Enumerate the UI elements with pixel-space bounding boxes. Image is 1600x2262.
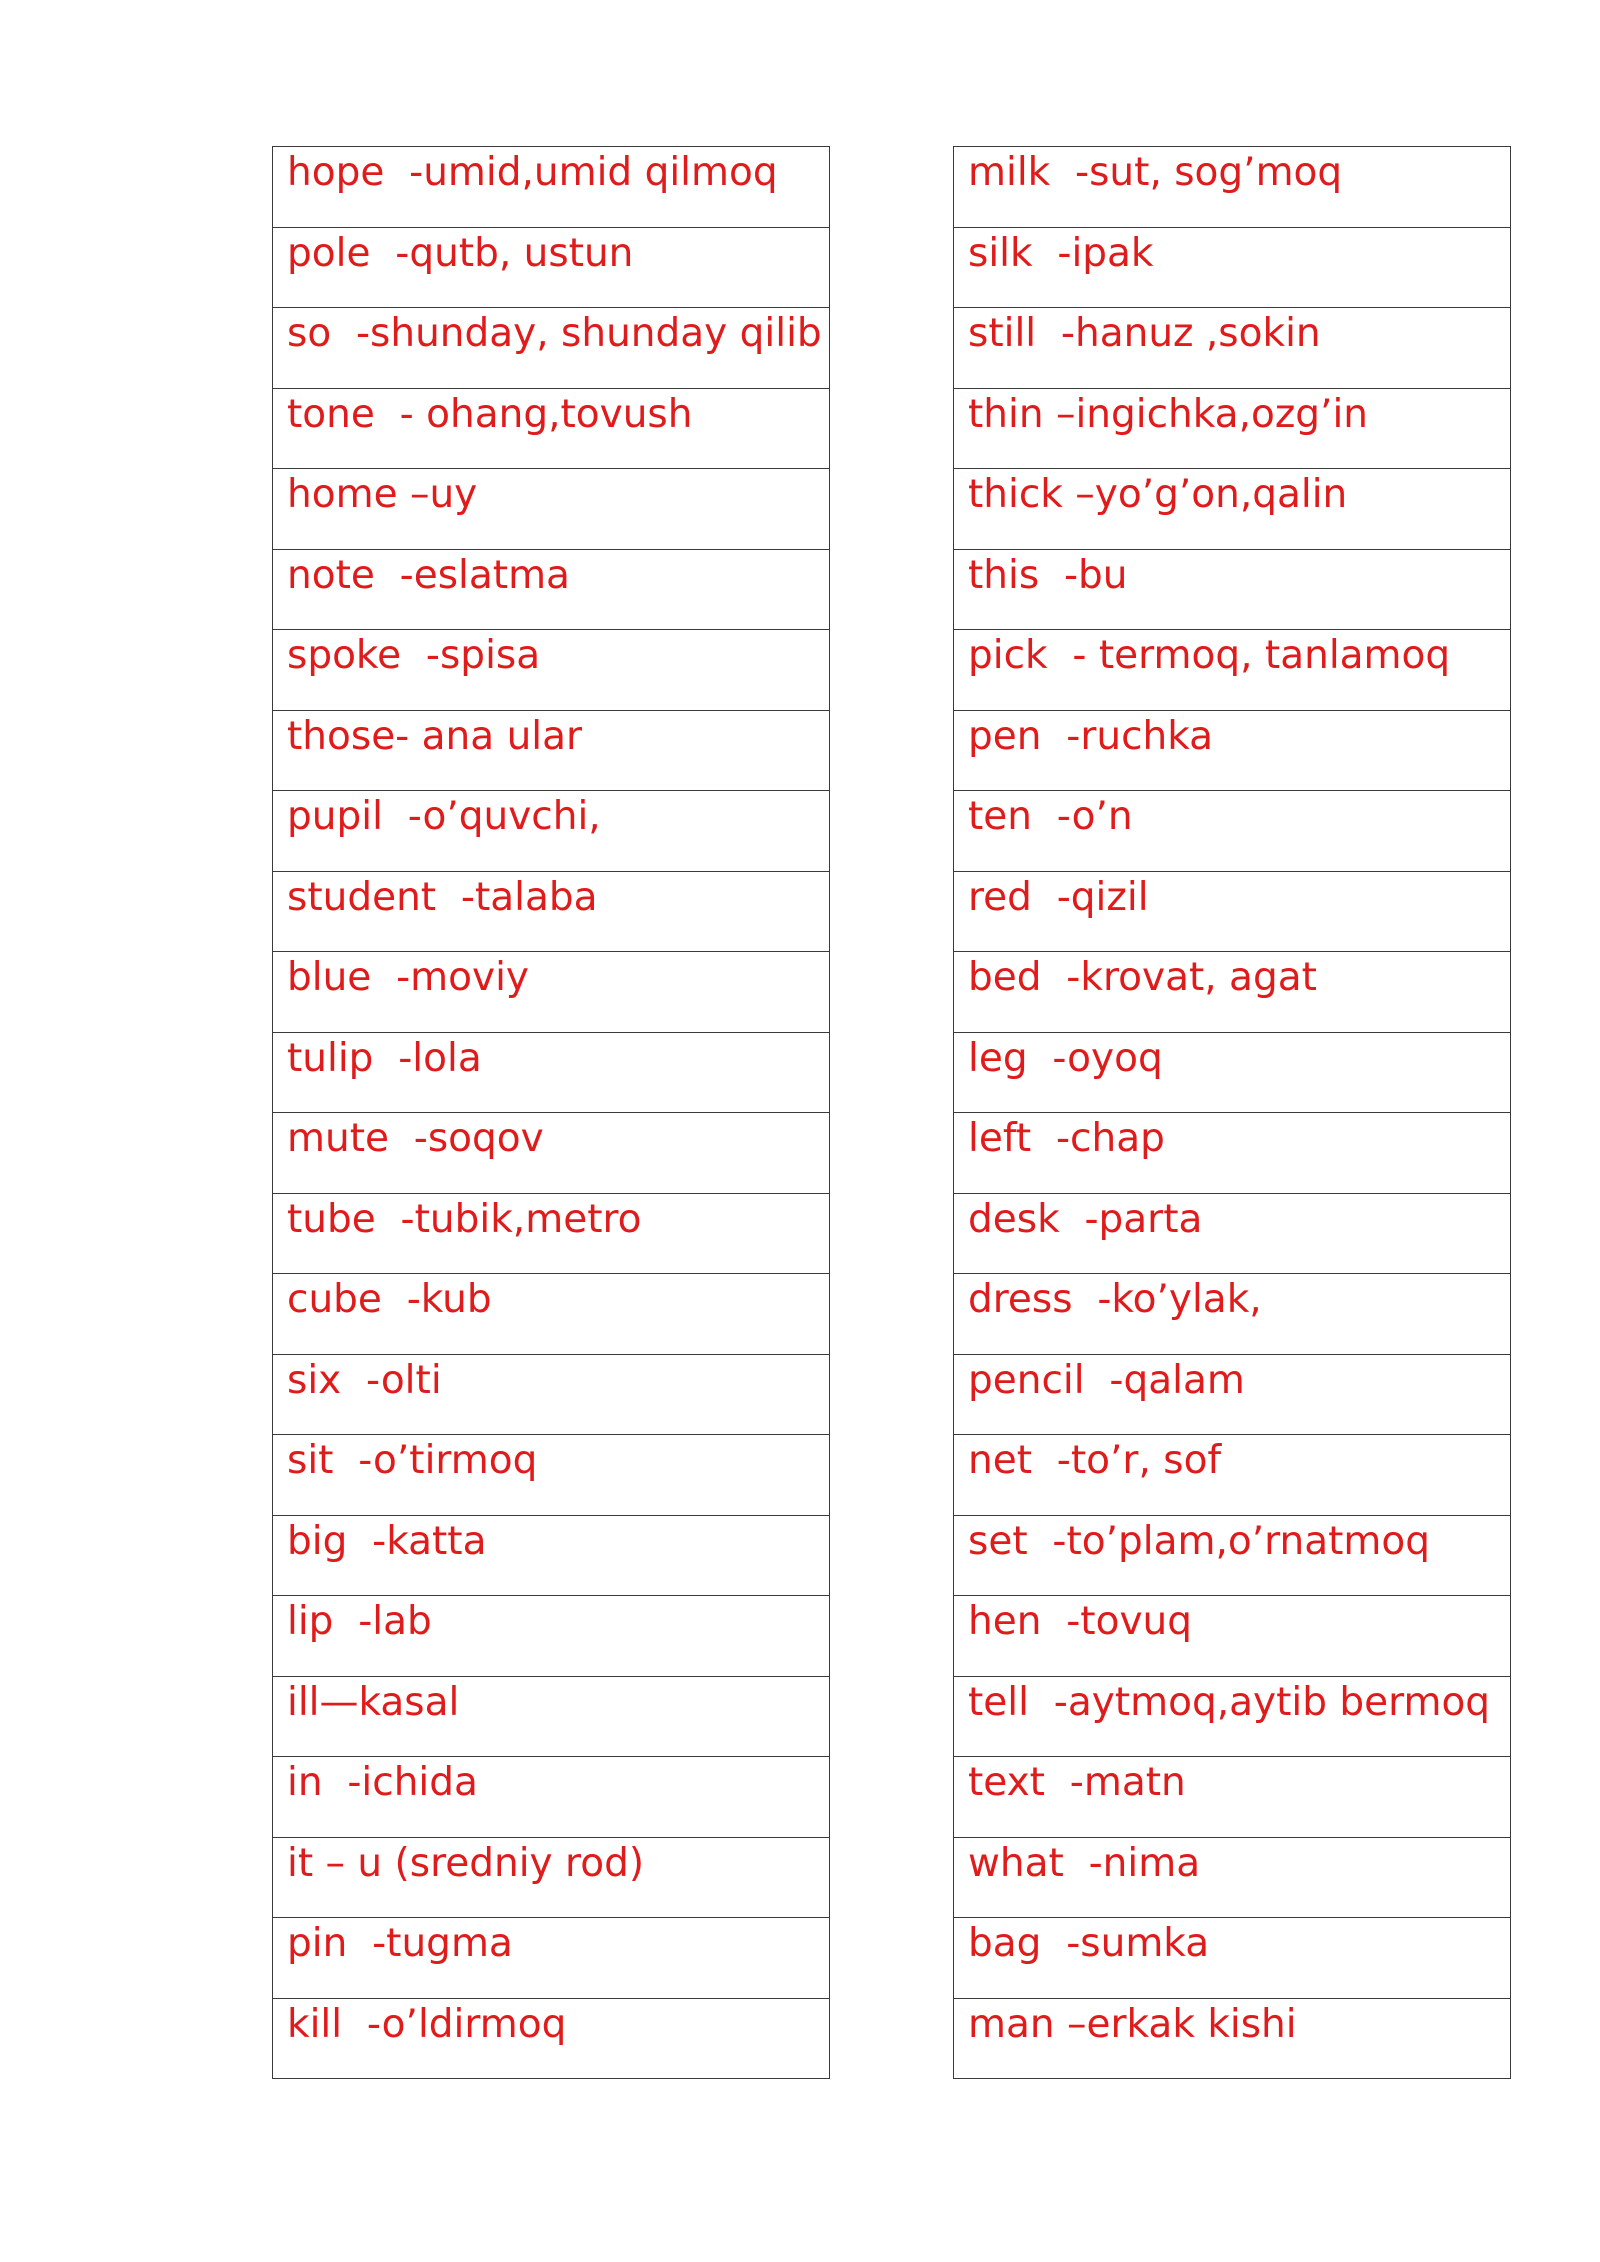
vocab-right-row: [954, 1354, 1511, 1435]
vocab-right-row: [954, 227, 1511, 308]
vocab-left-row: [273, 952, 830, 1033]
vocab-entry-text: tell -aytmoq,aytib bermoq: [968, 1679, 1491, 1725]
vocab-entry-text: sit -o’tirmoq: [287, 1438, 538, 1483]
vocab-entry-text: mute -soqov: [287, 1116, 544, 1161]
vocab-entry-text: ten -o’n: [968, 794, 1133, 839]
vocab-entry-text: tone - ohang,tovush: [287, 391, 693, 437]
vocab-right-cell: [954, 147, 1511, 228]
vocab-right-cell: [954, 1515, 1511, 1596]
vocab-entry-text: it – u (sredniy rod): [287, 1840, 645, 1886]
vocab-entry-text: in -ichida: [287, 1760, 478, 1805]
vocab-right-cell: [954, 1757, 1511, 1838]
vocab-entry-text: leg -oyoq: [968, 1035, 1163, 1081]
vocab-right-cell: [954, 1435, 1511, 1516]
vocab-left-row: [273, 1032, 830, 1113]
vocab-entry-text: thin –ingichka,ozg’in: [968, 391, 1368, 437]
vocab-right-row: [954, 1837, 1511, 1918]
vocab-right-row: [954, 1515, 1511, 1596]
vocab-left-row: [273, 1113, 830, 1194]
vocab-entry-text: red -qizil: [968, 874, 1149, 920]
vocab-left-row: [273, 1757, 830, 1838]
vocab-left-row: [273, 630, 830, 711]
vocab-right-cell: [954, 952, 1511, 1033]
vocab-entry-text: bed -krovat, agat: [968, 955, 1317, 1000]
vocab-right-cell: [954, 388, 1511, 469]
vocab-left-row: [273, 1676, 830, 1757]
vocab-left-row: [273, 1837, 830, 1918]
vocab-entry-text: bag -sumka: [968, 1921, 1210, 1966]
vocab-entry-text: pick - termoq, tanlamoq: [968, 633, 1451, 678]
vocab-right-cell: [954, 1274, 1511, 1355]
vocab-entry-text: blue -moviy: [287, 955, 530, 1000]
vocab-right-cell: [954, 710, 1511, 791]
vocab-left-cell: [273, 388, 830, 469]
vocab-right-cell: [954, 1998, 1511, 2079]
vocab-left-cell: [273, 1596, 830, 1677]
vocab-right-row: [954, 1918, 1511, 1999]
vocab-entry-text: pupil -o’quvchi,: [287, 794, 601, 839]
vocab-entry-text: spoke -spisa: [287, 633, 541, 678]
vocab-right-cell: [954, 1918, 1511, 1999]
vocab-entry-text: silk -ipak: [968, 230, 1154, 276]
vocab-entry-text: pole -qutb, ustun: [287, 230, 634, 276]
vocab-left-cell: [273, 308, 830, 389]
vocab-entry-text: set -to’plam,o’rnatmoq: [968, 1518, 1431, 1564]
vocab-entry-text: desk -parta: [968, 1196, 1203, 1242]
vocab-entry-text: student -talaba: [287, 874, 598, 920]
vocab-entry-text: text -matn: [968, 1760, 1186, 1805]
vocab-right-row: [954, 1676, 1511, 1757]
vocab-left-cell: [273, 549, 830, 630]
vocab-right-cell: [954, 1193, 1511, 1274]
vocab-entry-text: thick –yo’g’on,qalin: [968, 472, 1348, 517]
vocab-right-row: [954, 1193, 1511, 1274]
vocab-right-cell: [954, 791, 1511, 872]
vocab-entry-text: this -bu: [968, 552, 1128, 598]
vocab-right-cell: [954, 630, 1511, 711]
vocab-left-row: [273, 1515, 830, 1596]
vocab-right-row: [954, 1113, 1511, 1194]
vocab-entry-text: dress -ko’ylak,: [968, 1277, 1262, 1322]
vocab-right-row: [954, 388, 1511, 469]
vocab-left-cell: [273, 710, 830, 791]
vocab-left-row: [273, 1435, 830, 1516]
vocab-right-row: [954, 308, 1511, 389]
vocab-left-cell: [273, 1998, 830, 2079]
vocab-entry-text: hope -umid,umid qilmoq: [287, 150, 778, 195]
vocab-right-cell: [954, 1032, 1511, 1113]
vocab-left-row: [273, 871, 830, 952]
vocab-left-row: [273, 710, 830, 791]
vocab-left-row: [273, 1274, 830, 1355]
vocab-entry-text: hen -tovuq: [968, 1599, 1193, 1644]
vocab-right-row: [954, 630, 1511, 711]
vocab-left-cell: [273, 1113, 830, 1194]
vocab-left-cell: [273, 1274, 830, 1355]
vocab-left-cell: [273, 952, 830, 1033]
vocab-entry-text: man –erkak kishi: [968, 2001, 1297, 2047]
vocab-right-row: [954, 1032, 1511, 1113]
vocab-left-row: [273, 1998, 830, 2079]
vocab-right-row: [954, 469, 1511, 550]
vocab-entry-text: still -hanuz ,sokin: [968, 311, 1321, 356]
vocab-right-row: [954, 1435, 1511, 1516]
vocab-entry-text: tube -tubik,metro: [287, 1196, 642, 1242]
vocab-left-cell: [273, 1435, 830, 1516]
vocab-left-cell: [273, 871, 830, 952]
vocab-left-cell: [273, 791, 830, 872]
vocab-table-left-body: [273, 147, 830, 2079]
vocab-left-row: [273, 147, 830, 228]
vocab-left-row: [273, 1596, 830, 1677]
vocab-left-row: [273, 469, 830, 550]
vocab-right-cell: [954, 1676, 1511, 1757]
vocab-entry-text: milk -sut, sog’moq: [968, 150, 1343, 195]
vocab-left-cell: [273, 630, 830, 711]
vocab-left-cell: [273, 1515, 830, 1596]
vocab-left-cell: [273, 1193, 830, 1274]
vocab-left-cell: [273, 469, 830, 550]
vocab-left-row: [273, 1193, 830, 1274]
vocab-entry-text: lip -lab: [287, 1599, 432, 1644]
vocab-left-cell: [273, 1837, 830, 1918]
vocab-right-cell: [954, 1837, 1511, 1918]
vocab-table-left: [272, 146, 830, 2079]
vocab-entry-text: left -chap: [968, 1116, 1165, 1161]
vocab-entry-text: those- ana ular: [287, 713, 583, 759]
vocab-table-right: [953, 146, 1511, 2079]
vocab-right-row: [954, 1757, 1511, 1838]
vocab-entry-text: home –uy: [287, 472, 478, 517]
vocab-right-row: [954, 1998, 1511, 2079]
vocab-left-row: [273, 388, 830, 469]
vocab-left-cell: [273, 227, 830, 308]
vocab-right-row: [954, 147, 1511, 228]
vocab-left-cell: [273, 1918, 830, 1999]
vocab-entry-text: pin -tugma: [287, 1921, 513, 1966]
vocab-left-row: [273, 308, 830, 389]
vocab-right-cell: [954, 549, 1511, 630]
vocab-entry-text: net -to’r, sof: [968, 1438, 1222, 1483]
vocab-entry-text: kill -o’ldirmoq: [287, 2001, 567, 2047]
vocab-right-row: [954, 1596, 1511, 1677]
vocab-right-cell: [954, 469, 1511, 550]
vocab-entry-text: six -olti: [287, 1357, 442, 1403]
vocab-entry-text: ill—kasal: [287, 1679, 460, 1725]
vocab-right-row: [954, 871, 1511, 952]
vocab-entry-text: pen -ruchka: [968, 713, 1214, 759]
vocab-right-cell: [954, 871, 1511, 952]
vocab-entry-text: big -katta: [287, 1518, 487, 1564]
vocab-left-row: [273, 1354, 830, 1435]
vocab-right-cell: [954, 308, 1511, 389]
vocab-right-cell: [954, 227, 1511, 308]
vocab-right-cell: [954, 1354, 1511, 1435]
vocab-left-cell: [273, 1757, 830, 1838]
vocab-entry-text: so -shunday, shunday qilib: [287, 311, 822, 356]
vocab-entry-text: note -eslatma: [287, 552, 570, 598]
vocab-left-cell: [273, 1676, 830, 1757]
vocab-right-row: [954, 952, 1511, 1033]
vocab-entry-text: cube -kub: [287, 1277, 492, 1322]
vocab-entry-text: tulip -lola: [287, 1035, 482, 1081]
vocab-left-row: [273, 791, 830, 872]
vocab-left-row: [273, 227, 830, 308]
vocab-left-cell: [273, 1354, 830, 1435]
vocab-left-row: [273, 1918, 830, 1999]
vocab-table-right-body: [954, 147, 1511, 2079]
vocab-left-row: [273, 549, 830, 630]
vocab-right-cell: [954, 1596, 1511, 1677]
vocab-right-row: [954, 710, 1511, 791]
vocab-right-row: [954, 791, 1511, 872]
vocab-entry-text: pencil -qalam: [968, 1357, 1245, 1403]
vocab-right-cell: [954, 1113, 1511, 1194]
vocab-right-row: [954, 549, 1511, 630]
vocab-left-cell: [273, 147, 830, 228]
vocab-entry-text: what -nima: [968, 1840, 1201, 1886]
vocab-right-row: [954, 1274, 1511, 1355]
vocab-left-cell: [273, 1032, 830, 1113]
